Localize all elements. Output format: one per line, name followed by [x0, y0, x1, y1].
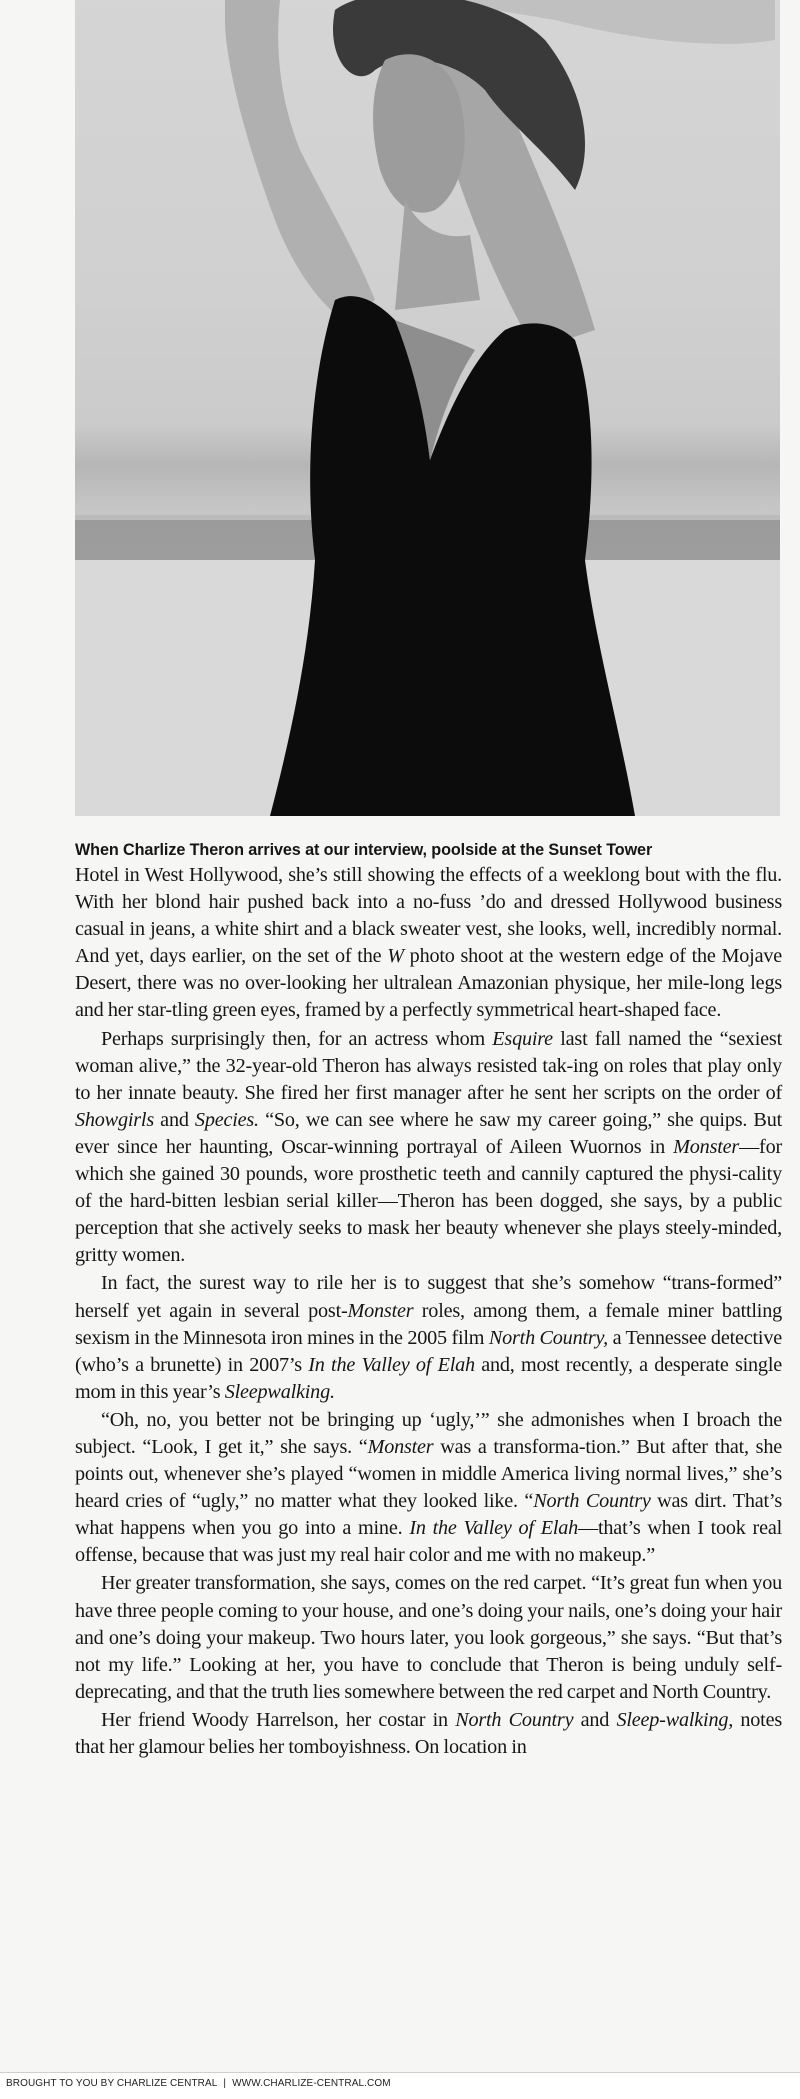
article-paragraph-1: Hotel in West Hollywood, she’s still showing the effects of a weeklong bout with the flu. With her blond hair pushed back into a no-fuss ’do and dressed Hollywood business casual in jeans, a white shirt and a black sweater vest, she looks, well, incredibly normal. And yet, days earlier, on the set of the W photo shoot at the western edge of the Mojave Desert, there was no over-looking her ultralean Amazonian physique, her mile-long legs and her star-tling green eyes, framed by a perfectly symmetrical heart-shaped face. [75, 864, 782, 1022]
footer-credit-url: WWW.CHARLIZE-CENTRAL.COM [232, 2078, 391, 2089]
portrait-photo [75, 0, 780, 816]
article-body [75, 838, 782, 1761]
article-lead-in: When Charlize Theron arrives at our interview, poolside at the Sunset Tower [75, 841, 653, 859]
footer-credit-left: BROUGHT TO YOU BY CHARLIZE CENTRAL [6, 2078, 218, 2089]
footer-credit-bar [0, 2072, 800, 2099]
article-paragraph-6: Her friend Woody Harrelson, her costar in North Country and Sleep-walking, notes that her glamour belies her tomboyishness. On location in [75, 1708, 782, 1758]
footer-credit [6, 2078, 391, 2089]
article-paragraph-4: “Oh, no, you better not be bringing up ‘ugly,’” she admonishes when I broach the subject. “Look, I get it,” she says. “Monster was a transforma-tion.” But after that, she points out, whenever she’s played “women in middle America living normal lives,” she’s heard cries of “ugly,” no matter what they looked like. “North Country was dirt. That’s what happens when you go into a mine. In the Valley of Elah—that’s when I took real offense, because that was just my real hair color and me with no makeup.” [75, 1408, 782, 1567]
article-paragraph-5: Her greater transformation, she says, comes on the red carpet. “It’s great fun when you have three people coming to your house, and one’s doing your nails, one’s doing your hair and one’s doing your makeup. Two hours later, you look gorgeous,” she says. “But that’s not my life.” Looking at her, you have to conclude that Theron is being unduly self-deprecating, and that the truth lies somewhere between the red carpet and North Country. [75, 1572, 782, 1703]
article-paragraph-3: In fact, the surest way to rile her is to suggest that she’s somehow “trans-formed” herself yet again in several post-Monster roles, among them, a female miner battling sexism in the Minnesota iron mines in the 2005 film North Country, a Tennessee detective (who’s a brunette) in 2007’s In the Valley of Elah and, most recently, a desperate single mom in this year’s Sleepwalking. [75, 1272, 782, 1403]
article-paragraph-2: Perhaps surprisingly then, for an actress whom Esquire last fall named the “sexiest woman alive,” the 32-year-old Theron has always resisted tak-ing on roles that play only to her innate beauty. She fired her first manager after he sent her scripts on the order of Showgirls and Species. “So, we can see where he saw my career going,” she quips. But ever since her haunting, Oscar-winning portrayal of Aileen Wuornos in Monster—for which she gained 30 pounds, wore prosthetic teeth and cannily captured the physi-cality of the hard-bitten lesbian serial killer—Theron has been dogged, she says, by a public perception that she actively seeks to mask her beauty whenever she plays steely-minded, gritty women. [75, 1027, 782, 1267]
portrait-illustration [75, 0, 780, 816]
footer-separator: | [223, 2078, 227, 2089]
